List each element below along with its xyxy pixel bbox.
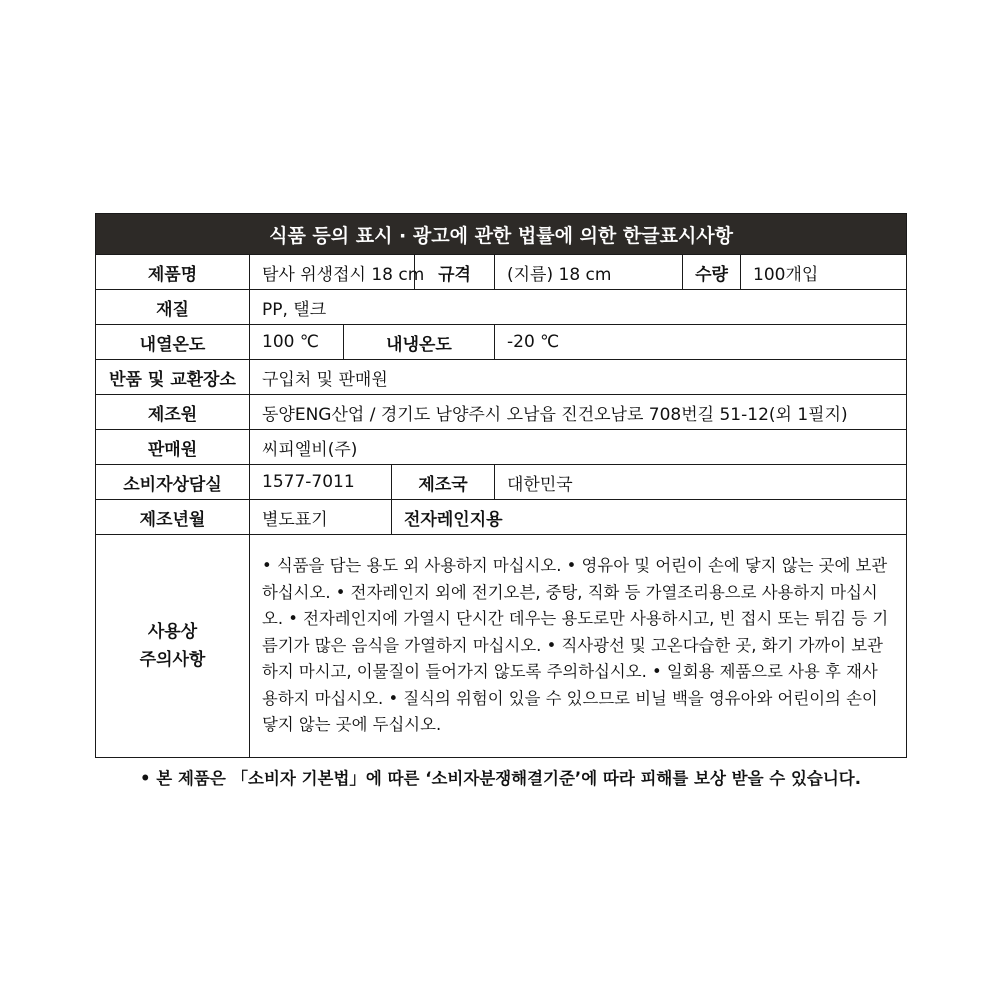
country-value: 대한민국	[495, 465, 907, 500]
product-name-label: 제품명	[96, 255, 250, 290]
material-label: 재질	[96, 290, 250, 325]
footnote: • 본 제품은 「소비자 기본법」에 따른 ‘소비자분쟁해결기준’에 따라 피해를 보상 받을 수 있습니다.	[139, 769, 862, 788]
manufacturer-label: 제조원	[96, 395, 250, 430]
row-date	[96, 500, 907, 535]
consumer-label: 소비자상담실	[96, 465, 250, 500]
microwave-note: 전자레인지용	[392, 500, 907, 535]
row-product-name	[96, 255, 907, 290]
seller-value: 씨피엘비(주)	[250, 430, 907, 465]
row-consumer	[96, 465, 907, 500]
heat-label: 내열온도	[96, 325, 250, 360]
caution-label	[96, 535, 250, 758]
country-label: 제조국	[392, 465, 495, 500]
spec-value: (지름) 18 cm	[495, 255, 683, 290]
caution-label-line2: 주의사항	[139, 650, 206, 670]
cold-label: 내냉온도	[344, 325, 495, 360]
seller-label: 판매원	[96, 430, 250, 465]
row-material	[96, 290, 907, 325]
date-label: 제조년월	[96, 500, 250, 535]
row-seller	[96, 430, 907, 465]
caution-label-line1: 사용상	[147, 622, 198, 642]
product-label-table	[95, 213, 907, 758]
returns-label: 반품 및 교환장소	[96, 360, 250, 395]
quantity-value: 100개입	[741, 255, 907, 290]
row-manufacturer	[96, 395, 907, 430]
label-title: 식품 등의 표시 · 광고에 관한 법률에 의한 한글표시사항	[96, 214, 907, 255]
row-heat	[96, 325, 907, 360]
cold-value: -20 ℃	[495, 325, 907, 360]
consumer-value: 1577-7011	[250, 465, 392, 500]
caution-text: • 식품을 담는 용도 외 사용하지 마십시오. • 영유아 및 어린이 손에 닿지 않는 곳에 보관하십시오. • 전자레인지 외에 전기오븐, 중탕, 직화 등 가열조리용으로 사용하지 마십시오. • 전자레인지에 가열시 단시간 데우는 용도로만 사용하시고, 빈 접시 또는 튀김 등 기름기가 많은 음식을 가열하지 마십시오. • 직사광선 및 고온다습한 곳, 화기 가까이 보관하지 마시고, 이물질이 들어가지 않도록 주의하십시오. • 일회용 제품으로 사용 후 재사용하지 마십시오. • 질식의 위험이 있을 수 있으므로 비닐 백을 영유아와 어린이의 손이 닿지 않는 곳에 두십시오.	[250, 535, 907, 758]
product-name-value: 탐사 위생접시 18 cm	[250, 255, 415, 290]
material-value: PP, 탤크	[250, 290, 907, 325]
manufacturer-value: 동양ENG산업 / 경기도 남양주시 오남읍 진건오남로 708번길 51-12(외 1필지)	[250, 395, 907, 430]
heat-value: 100 ℃	[250, 325, 344, 360]
returns-value: 구입처 및 판매원	[250, 360, 907, 395]
spec-label: 규격	[415, 255, 495, 290]
row-caution	[96, 535, 907, 758]
quantity-label: 수량	[683, 255, 741, 290]
date-value: 별도표기	[250, 500, 392, 535]
row-returns	[96, 360, 907, 395]
